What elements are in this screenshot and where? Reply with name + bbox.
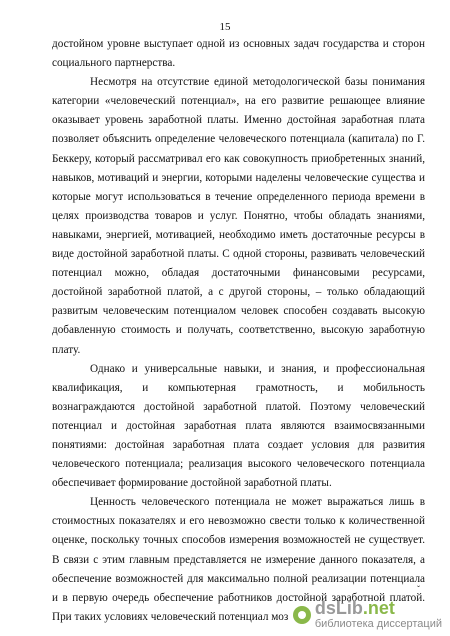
body-text [52,35,425,627]
page-number: 15 [219,21,231,33]
corner-mark: ˇ [417,584,420,594]
paragraph-value: Ценность человеческого потенциала не может выражаться лишь в стоимостных показателях и его невозможно свести только к количественной оценке, поскольку точных способов измерения возможностей не существует. В связи с этим главным представляется не измерение данного показателя, а обеспечение возможностей для максимально полной реализации потенциала и в первую очередь обеспечение работников достойной заработной платой. При таких условиях человеческий потенциал моз [52,496,425,623]
watermark-brand: dsLib.net [314,598,395,618]
watermark [293,599,442,630]
paragraph-human-potential: Несмотря на отсутствие единой методологической базы понимания категории «человеческий потенциал», на его развитие решающее влияние оказывает уровень заработной платы. Именно достойная заработная плата позволяет объяснить определение человеческого потенциала (капитала) по Г. Беккеру, который рассматривал его как совокупность приобретенных знаний, навыков, мотиваций и энергии, которыми наделены человеческие существа и которые могут использоваться в течение определенного периода времени в целях производства товаров и услуг. Понятно, чтобы обладать знаниями, навыками, энергией, мотивацией, необходимо иметь достаточные ресурсы в виде достойной заработной платы. С одной стороны, развивать человеческий потенциал можно, обладая достаточными финансовыми ресурсами, достойной заработной платой, а с другой стороны, – только обладающий развитым человеческим потенциалом человек способен создавать высокую добавленную стоимость и получать, соответственно, высокую заработную плату. [52,76,425,356]
dslib-logo-icon [293,606,311,624]
paragraph-continuation: достойном уровне выступает одной из основных задач государства и сторон социального партнерства. [52,38,425,70]
watermark-subtitle: библиотека диссертаций [314,618,442,630]
paragraph-skills: Однако и универсальные навыки, и знания, и профессиональная квалификация, и компьютерная грамотность, и мобильность вознаграждаются достойной заработной платой. Поэтому человеческий потенциал и достойная заработная плата являются взаимосвязанными понятиями: достойная заработная плата создает условия для развития человеческого потенциала; реализация высокого человеческого потенциала обеспечивает формирование достойной заработной платы. [52,362,425,490]
